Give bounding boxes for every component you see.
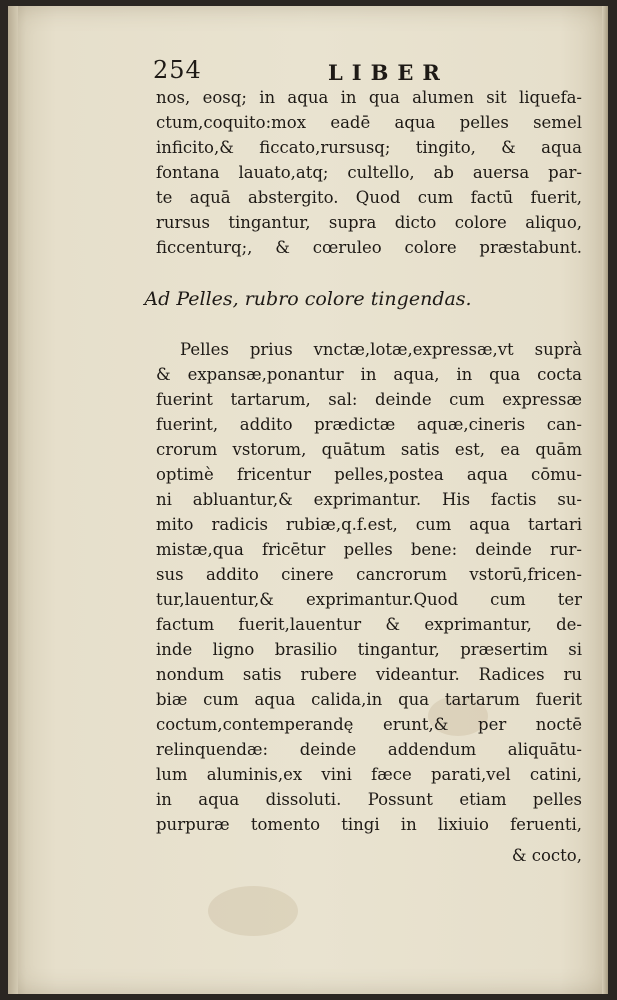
text-line: mito radicis rubiæ,q.f.est, cum aqua tartari: [156, 515, 582, 534]
text-line: in aqua dissoluti. Possunt etiam pelles: [156, 790, 582, 809]
text-line: fuerint, addito prædictæ aquæ,cineris can-: [156, 415, 582, 434]
text-line: fontana lauato,atq; cultello, ab auersa par-: [156, 163, 582, 182]
page-number: 254: [153, 56, 202, 84]
text-line: sus addito cinere cancrorum vstorū,fricen-: [156, 565, 582, 584]
text-line: inde ligno brasilio tingantur, præsertim si: [156, 640, 582, 659]
text-line: coctum,contemperandę erunt,& per noctē: [156, 715, 582, 734]
text-line: crorum vstorum, quātum satis est, ea quām: [156, 440, 582, 459]
running-title: LIBER: [328, 60, 449, 85]
text-line: Pelles prius vnctæ,lotæ,expressæ,vt suprà: [180, 340, 582, 359]
page-text: [8, 6, 608, 994]
text-line: tur,lauentur,& exprimantur.Quod cum ter: [156, 590, 582, 609]
text-line: nondum satis rubere videantur. Radices ru: [156, 665, 582, 684]
catchword: & cocto,: [511, 846, 582, 865]
text-line: ficcenturq;, & cœruleo colore præstabunt.: [156, 238, 582, 257]
book-page: [8, 6, 608, 994]
text-line: mistæ,qua fricētur pelles bene: deinde rur-: [156, 540, 582, 559]
text-line: nos, eosq; in aqua in qua alumen sit liquefa-: [156, 88, 582, 107]
text-line: relinquendæ: deinde addendum aliquātu-: [156, 740, 582, 759]
text-line: rursus tingantur, supra dicto colore aliquo,: [156, 213, 582, 232]
text-line: ni abluantur,& exprimantur. His factis su-: [156, 490, 582, 509]
text-line: lum aluminis,ex vini fæce parati,vel catini,: [156, 765, 582, 784]
text-line: factum fuerit,lauentur & exprimantur, de-: [156, 615, 582, 634]
text-line: purpuræ tomento tingi in lixiuio feruenti,: [156, 815, 582, 834]
text-line: optimè fricentur pelles,postea aqua cōmu-: [156, 465, 582, 484]
text-line: te aquā abstergito. Quod cum factū fuerit,: [156, 188, 582, 207]
text-line: biæ cum aqua calida,in qua tartarum fuerit: [156, 690, 582, 709]
text-line: inficito,& ficcato,rursusq; tingito, & aqua: [156, 138, 582, 157]
text-line: fuerint tartarum, sal: deinde cum expressæ: [156, 390, 582, 409]
text-line: & expansæ,ponantur in aqua, in qua cocta: [156, 365, 582, 384]
text-line: ctum,coquito:mox eadē aqua pelles semel: [156, 113, 582, 132]
section-heading: Ad Pelles, rubro colore tingendas.: [144, 288, 472, 310]
